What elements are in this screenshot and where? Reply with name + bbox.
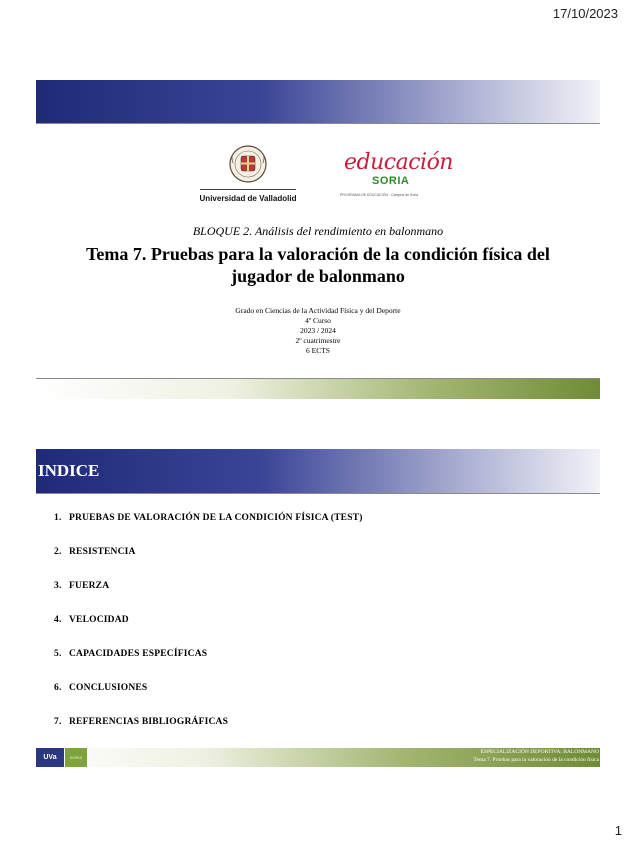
course-info-year: 4º Curso	[305, 316, 331, 325]
index-slide-header-band	[36, 449, 600, 493]
toc-number: 2.	[54, 547, 62, 557]
slide-title-line-2: jugador de balonmano	[231, 266, 405, 286]
index-title: INDICE	[38, 461, 100, 480]
partner-logo-small: PROGRAMA DE EDUCACIÓN · Campus de Soria	[340, 193, 419, 197]
toc-label: PRUEBAS DE VALORACIÓN DE LA CONDICIÓN FÍSICA (TEST)	[69, 513, 363, 523]
university-name: Universidad de Valladolid	[199, 194, 297, 203]
toc-label: REFERENCIAS BIBLIOGRÁFICAS	[69, 717, 229, 727]
slide-title	[66, 243, 570, 287]
toc-item-1	[54, 513, 594, 547]
header-divider	[36, 123, 600, 124]
table-of-contents	[54, 513, 594, 751]
print-date: 17/10/2023	[552, 6, 618, 21]
course-info-degree: Grado en Ciencias de la Actividad Física y del Deporte	[235, 306, 401, 315]
course-info-semester: 2º cuatrimestre	[295, 336, 341, 345]
toc-label: VELOCIDAD	[69, 615, 129, 625]
toc-number: 1.	[54, 513, 62, 523]
toc-item-4	[54, 615, 594, 649]
index-header-divider	[36, 493, 600, 494]
course-info	[36, 306, 600, 356]
toc-item-3	[54, 581, 594, 615]
partner-logo-word: educación	[344, 150, 453, 175]
footer-topic-name: Tema 7. Pruebas para la valoración de la condición física	[473, 757, 599, 763]
title-slide-header-band	[36, 80, 600, 123]
toc-number: 5.	[54, 649, 62, 659]
soria-badge-logo: SORIA	[65, 748, 87, 767]
toc-number: 3.	[54, 581, 62, 591]
toc-number: 6.	[54, 683, 62, 693]
toc-label: FUERZA	[69, 581, 110, 591]
toc-label: CONCLUSIONES	[69, 683, 148, 693]
toc-item-7	[54, 717, 594, 751]
slide-title-line-1: Tema 7. Pruebas para la valoración de la condición física del	[86, 244, 550, 264]
toc-item-6	[54, 683, 594, 717]
toc-item-5	[54, 649, 594, 683]
toc-number: 4.	[54, 615, 62, 625]
toc-label: RESISTENCIA	[69, 547, 136, 557]
title-slide-footer-band	[36, 379, 600, 399]
university-logo-rule	[200, 189, 296, 190]
toc-item-2	[54, 547, 594, 581]
uva-badge-logo: UVa	[36, 748, 64, 767]
toc-label: CAPACIDADES ESPECÍFICAS	[69, 649, 208, 659]
partner-logo-sub: SORIA	[372, 175, 410, 187]
page-number: 1	[614, 823, 622, 838]
footer-course-name: ESPECIALIZACIÓN DEPORTIVA: BALONMANO	[480, 749, 599, 755]
toc-number: 7.	[54, 717, 62, 727]
block-subtitle: BLOQUE 2. Análisis del rendimiento en balonmano	[192, 224, 444, 238]
course-info-credits: 6 ECTS	[306, 346, 330, 355]
course-info-academic-year: 2023 / 2024	[300, 326, 336, 335]
